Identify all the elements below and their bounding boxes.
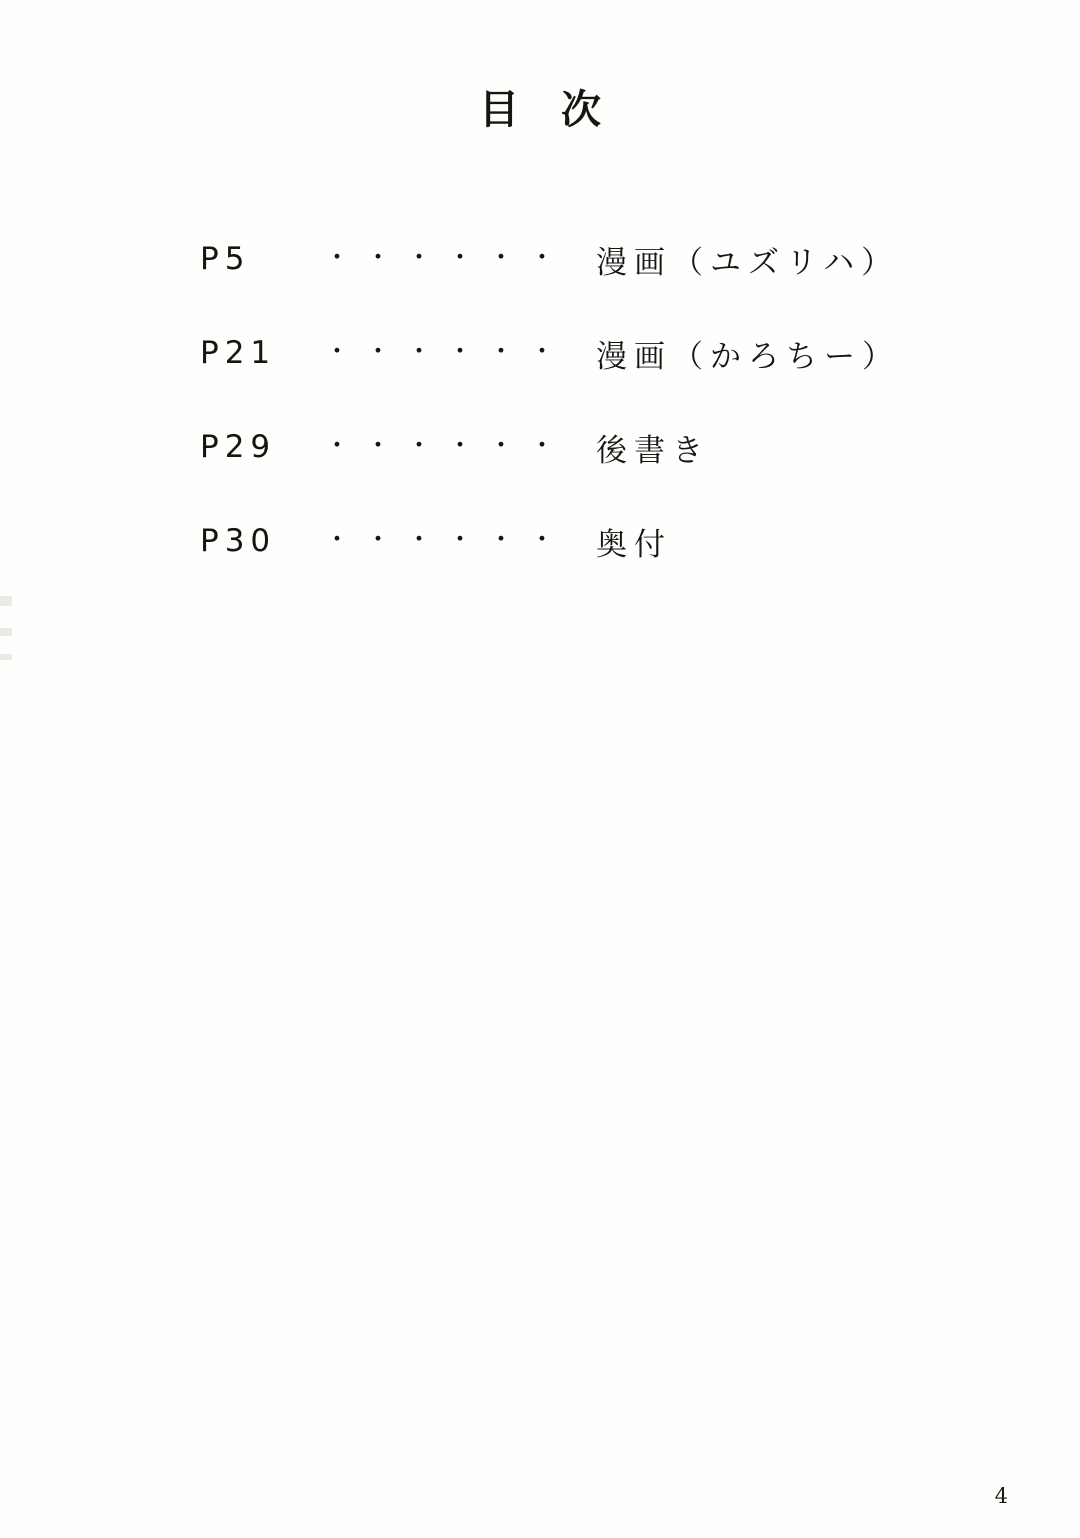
table-of-contents bbox=[200, 212, 960, 588]
toc-entry-label: 後書き bbox=[596, 432, 711, 469]
toc-entry-page: P5 bbox=[200, 241, 251, 277]
scan-artifact-smudge bbox=[505, 900, 575, 940]
toc-entry-label: 奥付 bbox=[596, 526, 673, 563]
toc-entry-leader-dots: ・・・・・・ bbox=[324, 242, 571, 273]
toc-entry-leader-dots: ・・・・・・ bbox=[324, 430, 571, 461]
scan-artifact-mark bbox=[0, 628, 12, 636]
toc-entry-page: P21 bbox=[200, 335, 277, 371]
toc-entry-label: 漫画（かろちー） bbox=[596, 338, 901, 375]
toc-entry bbox=[200, 212, 960, 306]
toc-entry-page: P30 bbox=[200, 523, 277, 559]
toc-entry bbox=[200, 400, 960, 494]
toc-entry-leader-dots: ・・・・・・ bbox=[324, 524, 571, 555]
toc-entry-page: P29 bbox=[200, 429, 277, 465]
toc-entry-label: 漫画（ユズリハ） bbox=[596, 244, 900, 281]
scan-artifact-mark bbox=[0, 654, 12, 660]
scan-artifact-mark bbox=[0, 596, 12, 606]
toc-entry bbox=[200, 306, 960, 400]
toc-entry-leader-dots: ・・・・・・ bbox=[324, 336, 571, 367]
toc-entry bbox=[200, 494, 960, 588]
page-title: 目 次 bbox=[479, 87, 615, 133]
page-number: 4 bbox=[994, 1484, 1008, 1508]
